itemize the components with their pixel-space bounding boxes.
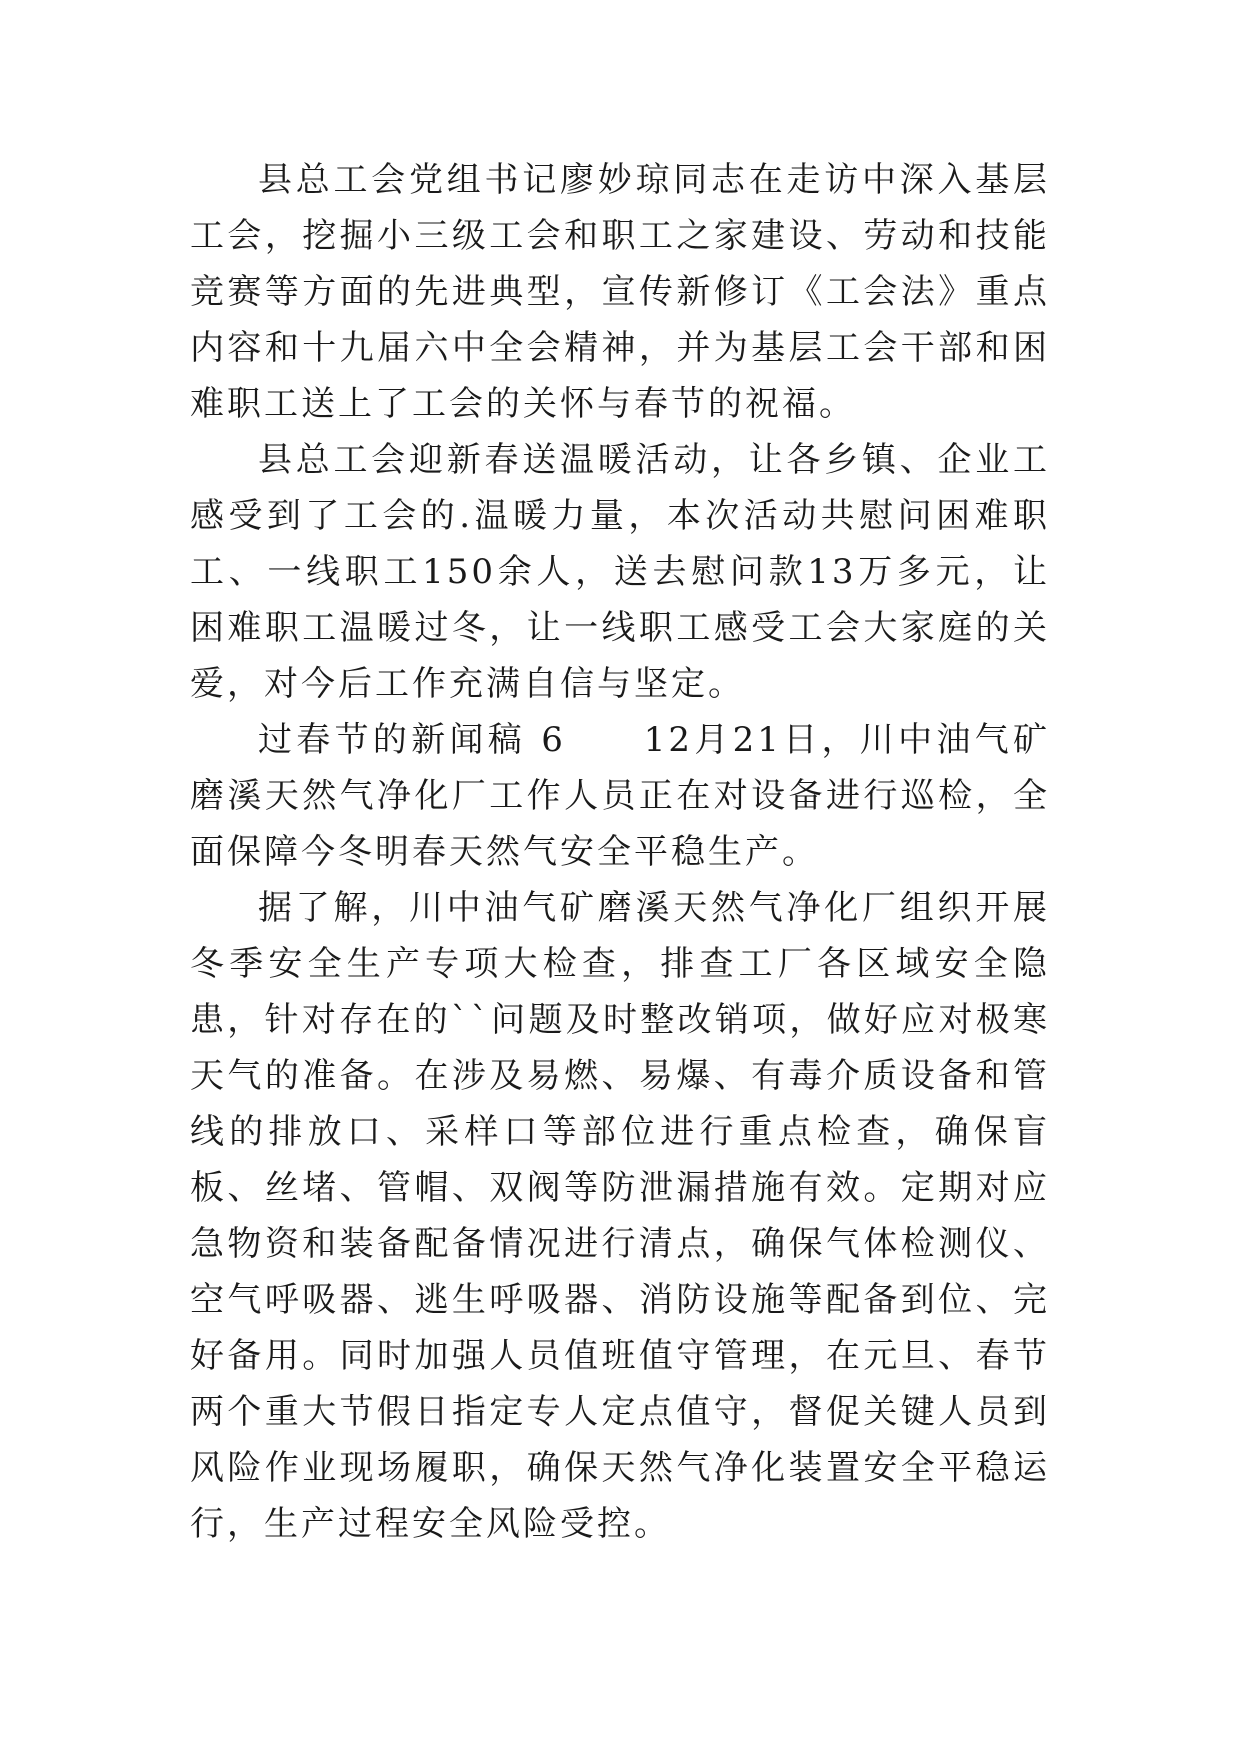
paragraph-1: 县总工会党组书记廖妙琼同志在走访中深入基层工会，挖掘小三级工会和职工之家建设、劳动和技能竞赛等方面的先进典型，宣传新修订《工会法》重点内容和十九届六中全会精神，并为基层工会干部和困难职工送上了工会的关怀与春节的祝福。 [190, 160, 1050, 424]
paragraph-2: 县总工会迎新春送温暖活动，让各乡镇、企业工感受到了工会的.温暖力量，本次活动共慰问困难职工、一线职工150余人，送去慰问款13万多元，让困难职工温暖过冬，让一线职工感受工会大家庭的关爱，对今后工作充满自信与坚定。 [190, 440, 1050, 704]
paragraph-4: 据了解，川中油气矿磨溪天然气净化厂组织开展冬季安全生产专项大检查，排查工厂各区域安全隐患，针对存在的``问题及时整改销项，做好应对极寒天气的准备。在涉及易燃、易爆、有毒介质设备和管线的排放口、采样口等部位进行重点检查，确保盲板、丝堵、管帽、双阀等防泄漏措施有效。定期对应急物资和装备配备情况进行清点，确保气体检测仪、空气呼吸器、逃生呼吸器、消防设施等配备到位、完好备用。同时加强人员值班值守管理，在元旦、春节两个重大节假日指定专人定点值守，督促关键人员到风险作业现场履职，确保天然气净化装置安全平稳运行，生产过程安全风险受控。 [190, 888, 1050, 1544]
paragraph-3: 过春节的新闻稿 6 12月21日，川中油气矿磨溪天然气净化厂工作人员正在对设备进行巡检，全面保障今冬明春天然气安全平稳生产。 [190, 720, 1050, 872]
document-body [190, 152, 1050, 1552]
